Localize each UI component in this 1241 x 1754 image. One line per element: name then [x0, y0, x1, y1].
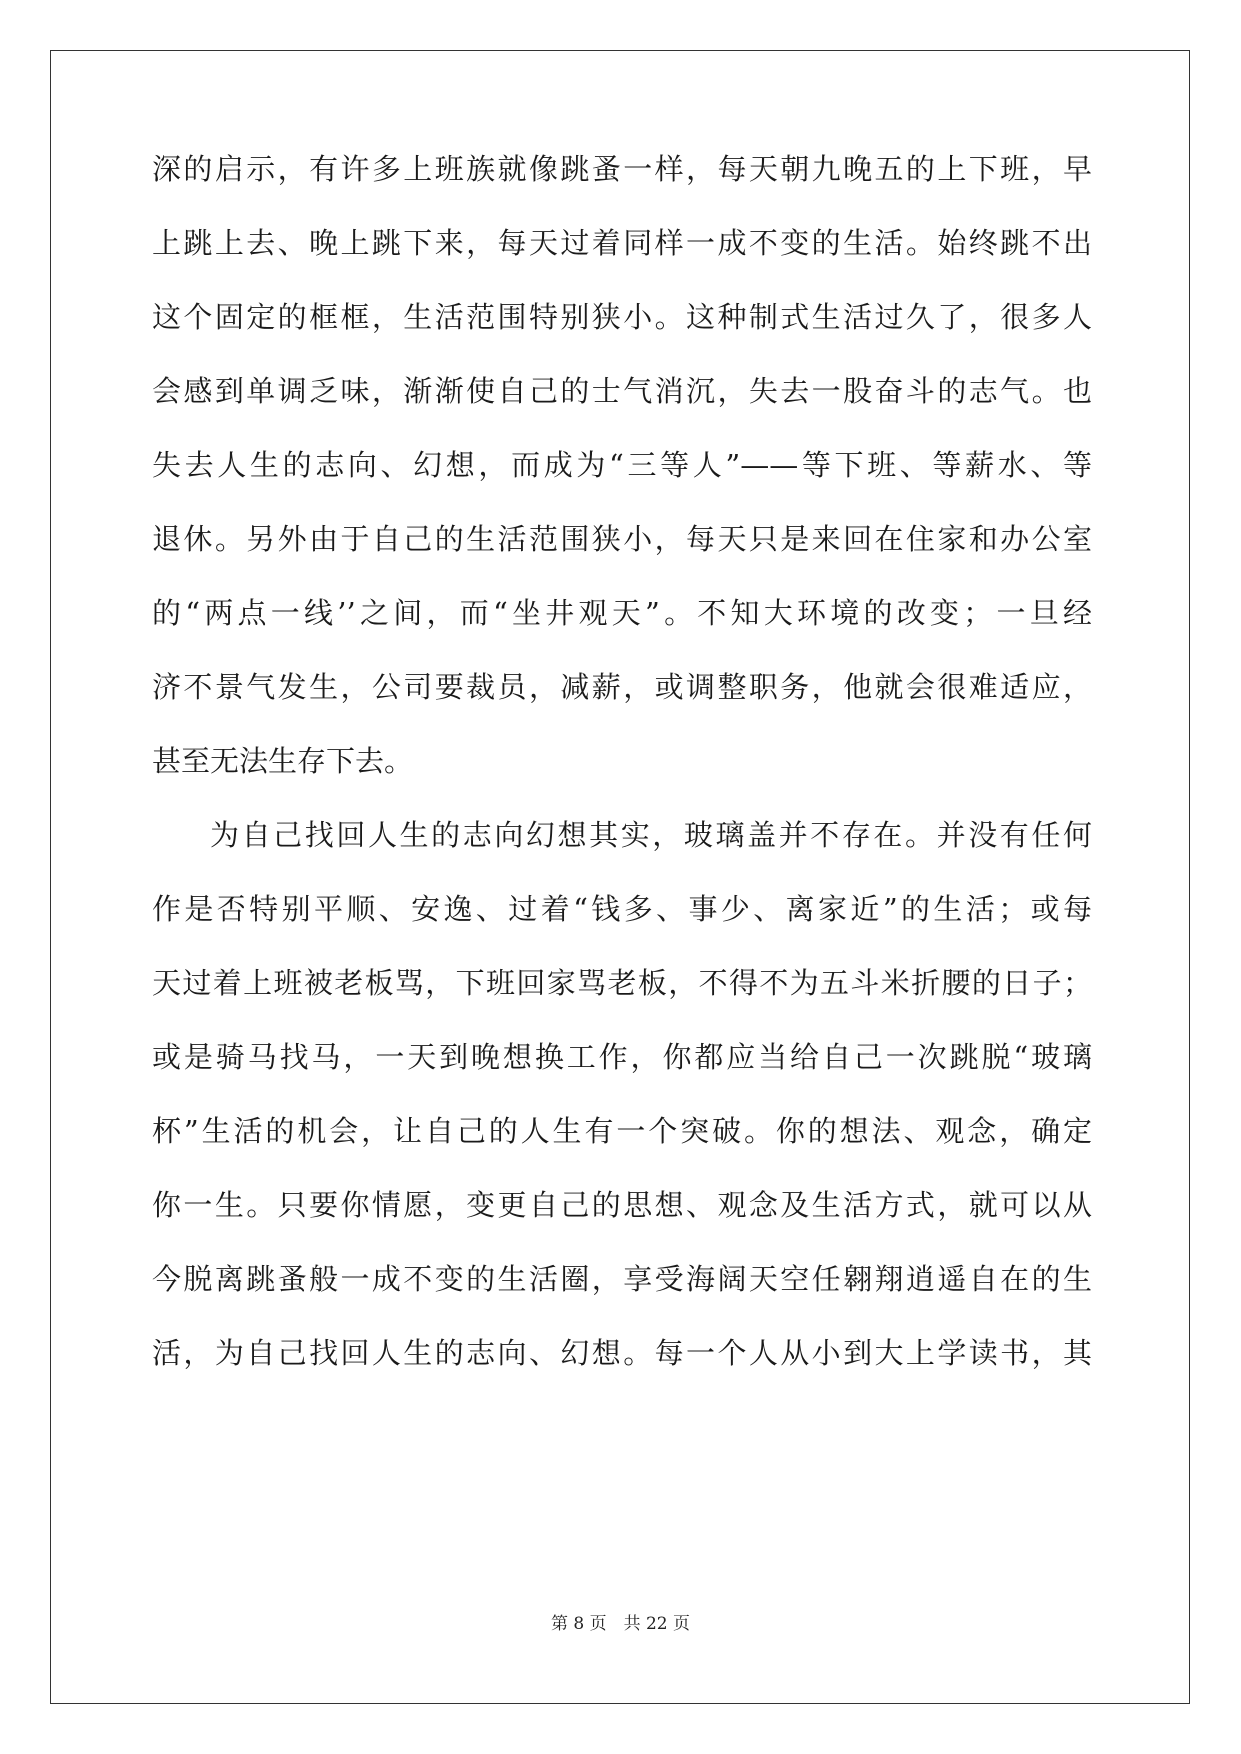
- text-line: 天过着上班被老板骂，下班回家骂老板，不得不为五斗米折腰的日子；: [152, 966, 1092, 1000]
- text-line: 退休。另外由于自己的生活范围狭小，每天只是来回在住家和办公室: [152, 522, 1092, 556]
- text-line: 深的启示，有许多上班族就像跳蚤一样，每天朝九晚五的上下班，早: [152, 152, 1092, 186]
- text-line: 失去人生的志向、幻想，而成为“三等人”——等下班、等薪水、等: [152, 448, 1092, 482]
- text-line: 的“两点一线’’之间，而“坐井观天”。不知大环境的改变；一旦经: [152, 596, 1092, 630]
- text-line: 甚至无法生存下去。: [152, 744, 414, 778]
- text-line: 为自己找回人生的志向幻想其实，玻璃盖并不存在。并没有任何: [210, 818, 1092, 852]
- text-line: 济不景气发生，公司要裁员，减薪，或调整职务，他就会很难适应，: [152, 670, 1092, 704]
- text-line: 杯”生活的机会，让自己的人生有一个突破。你的想法、观念，确定: [152, 1114, 1092, 1148]
- text-line: 会感到单调乏味，渐渐使自己的士气消沉，失去一股奋斗的志气。也: [152, 374, 1092, 408]
- text-line: 作是否特别平顺、安逸、过着“钱多、事少、离家近”的生活；或每: [152, 892, 1092, 926]
- text-line: 这个固定的框框，生活范围特别狭小。这种制式生活过久了，很多人: [152, 300, 1092, 334]
- text-line: 今脱离跳蚤般一成不变的生活圈，享受海阔天空任翱翔逍遥自在的生: [152, 1262, 1092, 1296]
- page-number: 第 8 页 共 22 页: [550, 1614, 691, 1634]
- text-line: 活，为自己找回人生的志向、幻想。每一个人从小到大上学读书，其: [152, 1336, 1092, 1370]
- text-line: 你一生。只要你情愿，变更自己的思想、观念及生活方式，就可以从: [152, 1188, 1092, 1222]
- text-line: 上跳上去、晚上跳下来，每天过着同样一成不变的生活。始终跳不出: [152, 226, 1092, 260]
- text-line: 或是骑马找马，一天到晚想换工作，你都应当给自己一次跳脱“玻璃: [152, 1040, 1092, 1074]
